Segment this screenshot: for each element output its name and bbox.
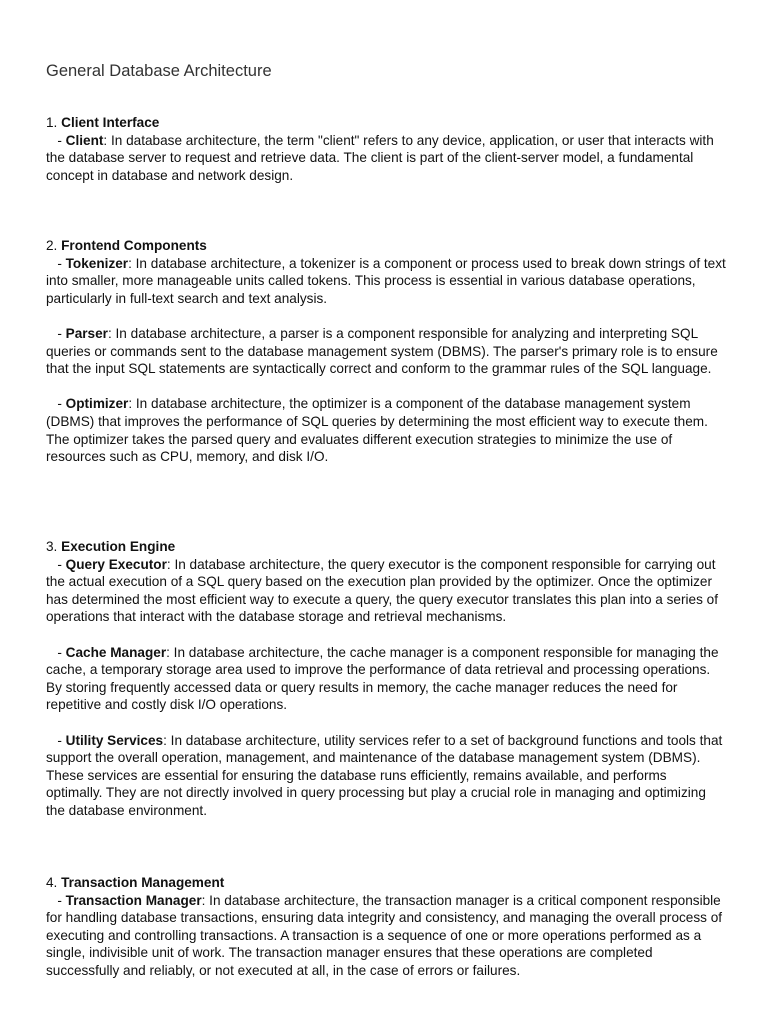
entry-term: Query Executor bbox=[65, 556, 167, 572]
section-number: 4. bbox=[46, 875, 58, 890]
entry-parser: - Parser: In database architecture, a parser is a component responsible for analyzing and interpreting SQL queries or commands sent to the database management system (DBMS). The parser's primary role is to ensure that the input SQL statements are syntactically correct and conform to the grammar rules of the SQL language. bbox=[46, 325, 718, 377]
entry-tokenizer: - Tokenizer: In database architecture, a tokenizer is a component or process used to break down strings of text into smaller, more manageable units called tokens. This process is essential in various database operations, particularly in full-text search and text analysis. bbox=[46, 255, 726, 306]
entry-text: : In database architecture, the term "client" refers to any device, application, or user that interacts with the database server to request and retrieve data. The client is part of the client-server model, a fundamental concept in database and network design. bbox=[46, 132, 714, 183]
section-title: Transaction Management bbox=[61, 875, 225, 890]
entry-text: : In database architecture, the transaction manager is a critical component responsible for handling database transactions, ensuring data integrity and consistency, and managing the overall process of executing and controlling transactions. A transaction is a sequence of one or more operations performed as a single, indivisible unit of work. The transaction manager ensures that these operations are completed successfully and reliably, or not executed at all, in the case of errors or failures. bbox=[46, 892, 723, 978]
section-title: Client Interface bbox=[61, 115, 160, 130]
entry-optimizer: - Optimizer: In database architecture, the optimizer is a component of the database management system (DBMS) that improves the performance of SQL queries by determining the most efficient way to execute them. The optimizer takes the parsed query and evaluates different execution strategies to minimize the use of resources such as CPU, memory, and disk I/O. bbox=[46, 396, 708, 465]
section-heading bbox=[46, 874, 726, 892]
entry-term: Optimizer bbox=[65, 396, 129, 412]
entry-text: : In database architecture, a tokenizer is a component or process used to break down strings of text into smaller, more manageable units called tokens. This process is essential in various database operations, particularly in full-text search and text analysis. bbox=[46, 255, 726, 306]
entry-transaction-manager: - Transaction Manager: In database architecture, the transaction manager is a critical component responsible for handling database transactions, ensuring data integrity and consistency, and managing the overall process of executing and controlling transactions. A transaction is a sequence of one or more operations performed as a single, indivisible unit of work. The transaction manager ensures that these operations are completed successfully and reliably, or not executed at all, in the case of errors or failures. bbox=[46, 892, 723, 978]
entry-text: : In database architecture, a parser is a component responsible for analyzing and interpreting SQL queries or commands sent to the database management system (DBMS). The parser's primary role is to ensure that the input SQL statements are syntactically correct and conform to the grammar rules of the SQL language. bbox=[46, 325, 718, 377]
entry-query-executor: - Query Executor: In database architecture, the query executor is the component responsible for carrying out the actual execution of a SQL query based on the execution plan provided by the optimizer. Once the optimizer has determined the most efficient way to execute a query, the query executor translates this plan into a series of operations that interact with the database storage and retrieval mechanisms. bbox=[46, 556, 719, 625]
section-number: 3. bbox=[46, 539, 58, 554]
section-frontend-components bbox=[46, 237, 726, 466]
section-heading bbox=[46, 538, 726, 556]
section-number: 2. bbox=[46, 238, 58, 253]
section-execution-engine bbox=[46, 538, 726, 820]
section-number: 1. bbox=[46, 115, 58, 130]
entry-text: : In database architecture, the query executor is the component responsible for carrying out the actual execution of a SQL query based on the execution plan provided by the optimizer. Once the optimizer has determined the most efficient way to execute a query, the query executor translates this plan into a series of operations that interact with the database storage and retrieval mechanisms. bbox=[46, 556, 719, 625]
entry-term: Client bbox=[65, 132, 104, 148]
entry-term: Cache Manager bbox=[65, 644, 167, 660]
entry-utility-services: - Utility Services: In database architecture, utility services refer to a set of background functions and tools that support the overall operation, management, and maintenance of the database management system (DBMS). These services are essential for ensuring the database runs efficiently, remains available, and performs optimally. They are not directly involved in query processing but play a crucial role in managing and optimizing the database environment. bbox=[46, 732, 723, 818]
document-title: General Database Architecture bbox=[46, 62, 272, 80]
entry-term: Tokenizer bbox=[65, 255, 129, 271]
section-heading bbox=[46, 237, 726, 255]
section-title: Execution Engine bbox=[61, 539, 176, 554]
section-client-interface bbox=[46, 114, 726, 184]
entry-cache-manager: - Cache Manager: In database architecture, the cache manager is a component responsible for managing the cache, a temporary storage area used to improve the performance of data retrieval and processing operations. By storing frequently accessed data or query results in memory, the cache manager reduces the need for repetitive and costly disk I/O operations. bbox=[46, 644, 719, 713]
entry-text: : In database architecture, the optimizer is a component of the database management system (DBMS) that improves the performance of SQL queries by determining the most efficient way to execute them. The optimizer takes the parsed query and evaluates different execution strategies to minimize the use of resources such as CPU, memory, and disk I/O. bbox=[46, 396, 708, 465]
section-heading bbox=[46, 114, 726, 132]
entry-text: : In database architecture, the cache manager is a component responsible for managing the cache, a temporary storage area used to improve the performance of data retrieval and processing operations. By storing frequently accessed data or query results in memory, the cache manager reduces the need for repetitive and costly disk I/O operations. bbox=[46, 644, 719, 713]
entry-client: - Client: In database architecture, the term "client" refers to any device, application, or user that interacts with the database server to request and retrieve data. The client is part of the client-server model, a fundamental concept in database and network design. bbox=[46, 132, 714, 183]
entry-term: Utility Services bbox=[65, 732, 164, 748]
section-transaction-management bbox=[46, 874, 726, 980]
entry-term: Transaction Manager bbox=[65, 892, 202, 908]
entry-text: : In database architecture, utility services refer to a set of background functions and tools that support the overall operation, management, and maintenance of the database management system (DBMS). These services are essential for ensuring the database runs efficiently, remains available, and performs optimally. They are not directly involved in query processing but play a crucial role in managing and optimizing the database environment. bbox=[46, 732, 723, 818]
section-title: Frontend Components bbox=[61, 238, 207, 253]
entry-term: Parser bbox=[65, 325, 108, 341]
